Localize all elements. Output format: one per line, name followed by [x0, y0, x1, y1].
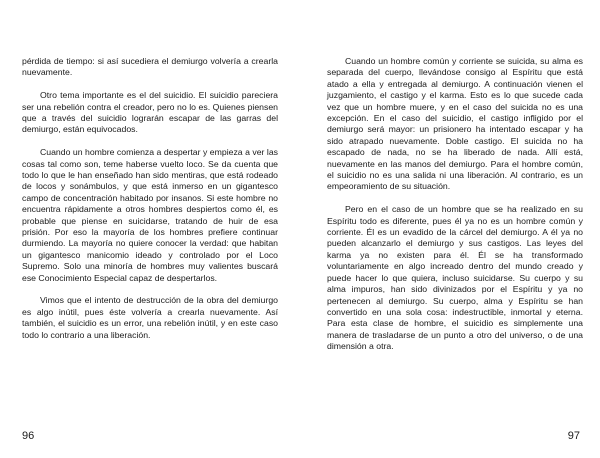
paragraph: pérdida de tiempo: si así sucediera el demiurgo volvería a crearla nuevamente. [22, 56, 278, 78]
right-page-text [327, 56, 583, 364]
paragraph: Vimos que el intento de destrucción de la obra del demiurgo es algo inútil, pues éste volvería a crearla nuevamente. Así también, el suicidio es un error, una rebelión inútil, y en este caso todo lo contrario a una liberación. [22, 295, 278, 340]
left-page-text [22, 56, 278, 353]
paragraph: Otro tema importante es el del suicidio. El suicidio pareciera ser una rebelión contra el creador, pero no lo es. Quienes piensen que a través del suicidio lograrán escapar de las garras del demiurgo, están equivocados. [22, 90, 278, 135]
page-number: 96 [22, 430, 35, 442]
page-number: 97 [567, 430, 580, 442]
right-page [300, 0, 600, 458]
paragraph: Pero en el caso de un hombre que se ha realizado en su Espíritu todo es diferente, pues él ya no es un hombre común y corriente. Él es un evadido de la cárcel del demiurgo. A él ya no pueden alcanzarlo el demiurgo y sus castigos. Las leyes del karma ya no existen para él. Él se ha transformado voluntariamente en algo increado dentro del mundo creado y puede hacer lo que quiera, incluso suicidarse. Su cuerpo y su alma impuros, han sido divinizados por el Espíritu y ya no pertenecen al demiurgo. Su cuerpo, alma y Espíritu se han convertido en una sola cosa: indestructible, inmortal y eterna. Para esta clase de hombre, el suicidio es simplemente una manera de trasladarse de un punto a otro del universo, o de una dimensión a otra. [327, 204, 583, 352]
paragraph: Cuando un hombre común y corriente se suicida, su alma es separada del cuerpo, llevándose consigo al Espíritu que está atado a ella y entregada al demiurgo. A continuación vienen el juzgamiento, el castigo y el karma. Esto es lo que sucede cada vez que un hombre muere, y en el caso del suicida no es una excepción. En el caso del suicidio, el castigo infligido por el demiurgo será mayor: un prisionero ha intentado escapar y ha sido atrapado nuevamente. Doble castigo. El suicida no ha escapado de nada, no se ha liberado de nada. Allí está, nuevamente en las manos del demiurgo. Para el hombre común, el suicidio no es una salida ni una liberación. Al contrario, es un empeoramiento de su situación. [327, 56, 583, 192]
paragraph: Cuando un hombre comienza a despertar y empieza a ver las cosas tal como son, teme haberse vuelto loco. Se da cuenta que todo lo que le han enseñado han sido mentiras, que está rodeado de locos y sonámbulos, y que está inmerso en un gigantesco campo de concentración habitado por insanos. Si este hombre no encuentra rápidamente a otros hombres despiertos como él, es probable que piense en suicidarse, tratando de huir de esa prisión. Por eso la mayoría de los hombres prefiere continuar durmiendo. La mayoría no quiere conocer la verdad: que habitan un gigantesco manicomio ideado y controlado por el Loco Supremo. Solo una minoría de hombres muy valientes buscará ese Conocimiento Especial capaz de despertarlos. [22, 147, 278, 283]
